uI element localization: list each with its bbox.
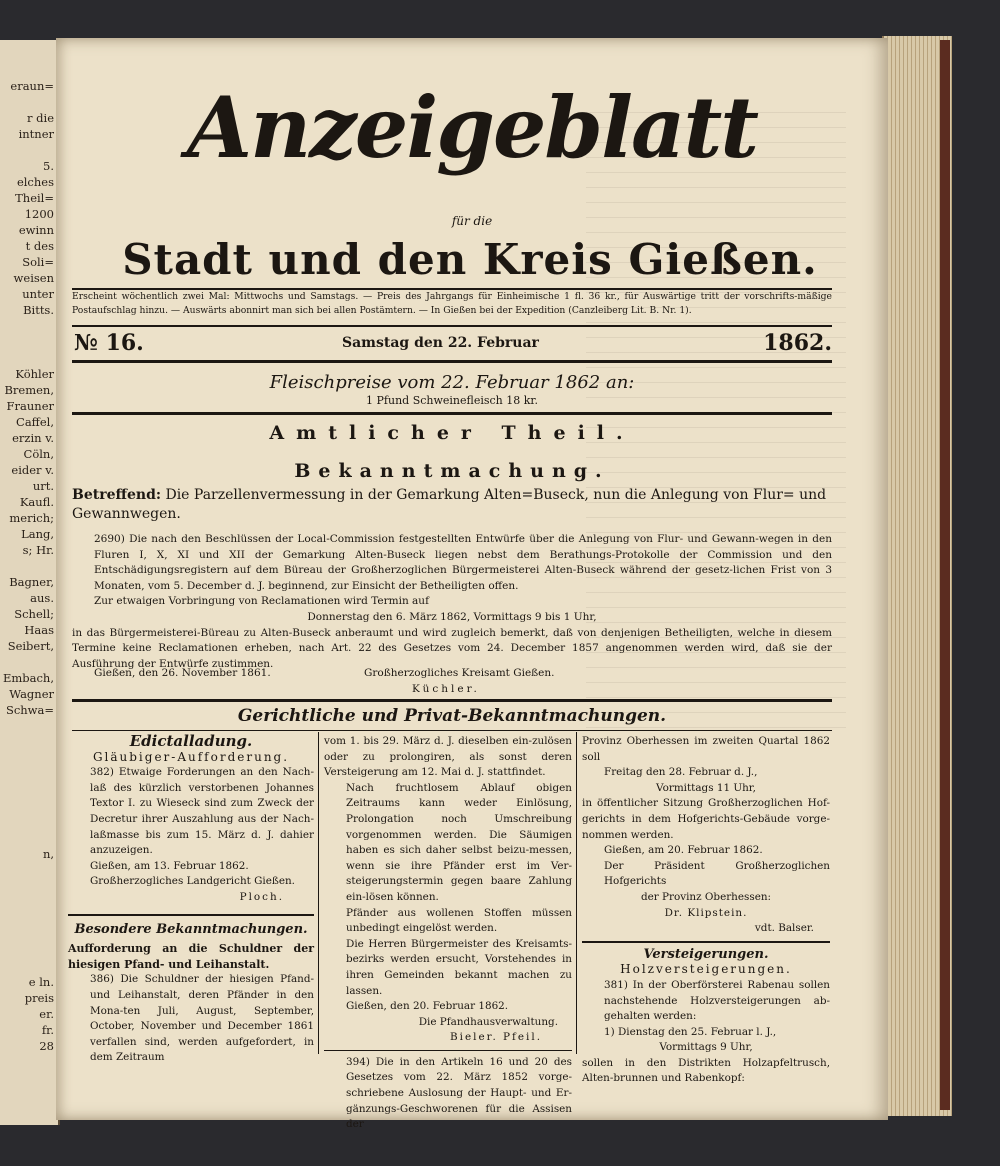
paragraph-buereau: in das Bürgermeisterei-Büreau zu Alten-Buseck anberaumt und wird zugleich bemerkt, daß von denjenigen Betheiligten, welche in diesem Termine keine Reclamationen erheben, nach Art. 22 des Gesetzes vom 24. December 1857 angenommen werden wird, daß sie der Ausführung der Entwürfe zustimmen. bbox=[72, 626, 832, 670]
betreffend-label: Betreffend: bbox=[72, 487, 162, 503]
left-page-line: erzin v. bbox=[12, 431, 54, 445]
col2-authority: Die Pfandhausverwaltung. bbox=[418, 1015, 558, 1028]
col2-text4: Die Herren Bürgermeister des Kreisamts-bezirks werden ersucht, Vorstehendes in ihren Gemeinden bekannt machen zu lassen. bbox=[346, 937, 572, 997]
left-page-line: Cöln, bbox=[23, 447, 54, 461]
column-rule bbox=[318, 732, 319, 1054]
amtlich-signature-row bbox=[72, 666, 832, 697]
issue-date: Samstag den 22. Februar bbox=[342, 335, 539, 351]
left-page-line: unter bbox=[22, 287, 54, 301]
besondere-heading: Besondere Bekanntmachungen. bbox=[74, 921, 308, 937]
left-page-line bbox=[0, 718, 58, 734]
left-page-line: Schell; bbox=[14, 607, 54, 621]
betreffend bbox=[72, 486, 832, 524]
left-page-line: Schwa= bbox=[5, 703, 54, 717]
col3-item1a: 1) Dienstag den 25. Februar l. J., bbox=[604, 1025, 777, 1038]
glaeubiger-heading: Gläubiger-Aufforderung. bbox=[92, 749, 290, 764]
left-page-line bbox=[0, 750, 58, 766]
left-page-line: Caffel, bbox=[16, 415, 54, 429]
col2-signature: Bieler. Pfeil. bbox=[450, 1031, 542, 1044]
left-page-line bbox=[0, 318, 58, 334]
col3-text1: Provinz Oberhessen im zweiten Quartal 1862 soll bbox=[582, 735, 830, 763]
left-page-line: eraun= bbox=[10, 79, 54, 93]
rule bbox=[324, 1050, 572, 1051]
rule bbox=[72, 325, 832, 327]
left-page-line: eider v. bbox=[11, 463, 54, 477]
edict-date: Gießen, am 13. Februar 1862. bbox=[90, 859, 249, 872]
issue-bar bbox=[72, 330, 832, 360]
left-page-line bbox=[0, 910, 58, 926]
left-page-text bbox=[0, 40, 58, 1054]
left-page-line: Köhler bbox=[15, 367, 54, 381]
left-page-line bbox=[0, 958, 58, 974]
left-page-line bbox=[0, 142, 58, 158]
left-page-line bbox=[0, 782, 58, 798]
rule bbox=[72, 412, 832, 415]
left-page-line: e ln. bbox=[28, 975, 54, 989]
col2-text2: Nach fruchtlosem Ablauf obigen Zeitraums kann weder Einlösung, Prolongation noch Umschreibung vorgenommen werden. Die Säumigen haben es sich daher selbst beizu-messen, wenn sie ihre Pfänder erst im Ver-steigerungstermin gegen baare Zahlung ein-lösen können. bbox=[346, 781, 572, 903]
left-page-line: s; Hr. bbox=[22, 543, 54, 557]
masthead-title: Anzeigeblatt bbox=[186, 78, 758, 177]
edict-signature: Ploch. bbox=[239, 890, 284, 903]
left-page-line: Haas bbox=[24, 623, 54, 637]
versteigerungen-heading: Versteigerungen. bbox=[643, 946, 769, 962]
betreffend-text: Die Parzellenvermessung in der Gemarkung Alten=Buseck, nun die Anlegung von Flur= und Gewannwegen. bbox=[72, 487, 827, 522]
column-3 bbox=[582, 734, 830, 1087]
book-cover-edge bbox=[940, 40, 950, 1110]
left-page-line: Lang, bbox=[21, 527, 54, 541]
left-page-line: Theil= bbox=[15, 191, 54, 205]
col3-sig1: Dr. Klipstein. bbox=[664, 906, 748, 919]
left-page-line bbox=[0, 878, 58, 894]
issue-number: № 16. bbox=[74, 330, 144, 356]
edict-text: 382) Etwaige Forderungen an den Nach-laß des kürzlich verstorbenen Johannes Textor I. zu Wieseck sind zum Zweck der Decretur ihrer Auszahlung aus der Nach-laßmasse bis zum 15. März d. J. dahier anzuzeigen. bbox=[90, 766, 314, 857]
col2-text3: Pfänder aus wollenen Stoffen müssen unbedingt eingelöst werden. bbox=[346, 906, 572, 935]
col2-text5: 394) Die in den Artikeln 16 und 20 des Gesetzes vom 22. März 1852 vorge-schriebene Auslosung der Haupt- und Er-gänzungs-Geschworenen für die Assisen der bbox=[346, 1055, 572, 1131]
left-page-line: r die bbox=[27, 111, 54, 125]
rule bbox=[72, 360, 832, 363]
left-page-line bbox=[0, 350, 58, 366]
amtlich-date: Gießen, den 26. November 1861. bbox=[94, 667, 271, 679]
gerichtliche-heading: Gerichtliche und Privat-Bekanntmachungen. bbox=[237, 706, 667, 726]
left-page-line bbox=[0, 894, 58, 910]
left-page-line bbox=[0, 334, 58, 350]
left-page-line bbox=[0, 942, 58, 958]
col2-date: Gießen, den 20. Februar 1862. bbox=[346, 1000, 509, 1013]
col3-item1b: Vormittags 9 Uhr, bbox=[659, 1041, 753, 1054]
col3-termin1: Freitag den 28. Februar d. J., bbox=[604, 766, 758, 779]
col3-date: Gießen, am 20. Februar 1862. bbox=[604, 844, 763, 857]
left-page-line: aus. bbox=[30, 591, 54, 605]
edictalladung-heading: Edictalladung. bbox=[129, 732, 253, 750]
col3-text3: 381) In der Oberförsterei Rabenau sollen nachstehende Holzversteigerungen ab-gehalten werden: bbox=[604, 978, 830, 1023]
termin-line: Donnerstag den 6. März 1862, Vormittags 9 bis 1 Uhr, bbox=[307, 610, 597, 623]
fleischpreise-title: Fleischpreise vom 22. Februar 1862 an: bbox=[269, 372, 635, 393]
left-page-line: elches bbox=[16, 175, 54, 189]
aufforderung-text: 386) Die Schuldner der hiesigen Pfand- und Leihanstalt, deren Pfänder in den Mona-ten Juli, August, September, October, November und December 1861 verfallen sind, werden aufgefordert, in dem Zeitraum bbox=[90, 973, 314, 1064]
left-page-line: Kaufl. bbox=[19, 495, 54, 509]
left-page-line: Wagner bbox=[9, 687, 54, 701]
left-page-line: 5. bbox=[43, 159, 54, 173]
left-page-line bbox=[0, 766, 58, 782]
issue-year: 1862. bbox=[763, 330, 832, 356]
masthead-subtitle: Stadt und den Kreis Gießen. bbox=[122, 235, 818, 284]
left-page-line: Bitts. bbox=[23, 303, 54, 317]
rule bbox=[68, 914, 314, 916]
col3-item1c: sollen in den Distrikten Holzapfeltrusch, Alten-brunnen und Rabenkopf: bbox=[582, 1056, 830, 1085]
left-page-line: fr. bbox=[41, 1023, 54, 1037]
col2-text1: vom 1. bis 29. März d. J. dieselben ein-zulösen oder zu prolongiren, als sonst deren Versteigerung am 12. Mai d. J. stattfindet. bbox=[324, 735, 572, 779]
left-page-line: 1200 bbox=[24, 207, 54, 221]
aufforderung-heading: Aufforderung an die Schuldner der hiesigen Pfand- und Leihanstalt. bbox=[68, 942, 314, 971]
publication-notice: Erscheint wöchentlich zwei Mal: Mittwochs und Samstags. — Preis des Jahrgangs für Einheimische 1 fl. 36 kr., für Auswärtige tritt der vorschrifts-mäßige Postaufschlag hinzu. — Auswärts abonnirt man sich bei allen Postämtern. — In Gießen bei der Expedition (Canzleiberg Lit. B. Nr. 1). bbox=[72, 291, 832, 316]
paragraph-reclamation: Zur etwaigen Vorbringung von Reclamationen wird Termin auf bbox=[94, 595, 429, 608]
left-page-line: ewinn bbox=[18, 223, 54, 237]
left-page-line: 28 bbox=[39, 1039, 54, 1053]
fleischpreise-line: 1 Pfund Schweinefleisch 18 kr. bbox=[366, 394, 538, 407]
left-page-line: Embach, bbox=[2, 671, 54, 685]
left-page-line: Seibert, bbox=[7, 639, 54, 653]
left-page-line: preis bbox=[24, 991, 54, 1005]
left-page-line bbox=[0, 798, 58, 814]
col3-authority2: der Provinz Oberhessen: bbox=[640, 890, 772, 903]
col3-sig2: vdt. Balser. bbox=[754, 922, 814, 935]
left-page-edge bbox=[0, 40, 60, 1125]
left-page-line bbox=[0, 814, 58, 830]
newspaper-page bbox=[56, 38, 888, 1131]
rule bbox=[72, 699, 832, 702]
left-page-line: intner bbox=[18, 127, 54, 141]
amtlich-authority: Großherzogliches Kreisamt Gießen. bbox=[364, 667, 555, 679]
left-page-line bbox=[0, 862, 58, 878]
left-page-line bbox=[0, 830, 58, 846]
left-page-line: n, bbox=[42, 847, 54, 861]
edict-authority: Großherzogliches Landgericht Gießen. bbox=[90, 875, 295, 888]
left-page-line: weisen bbox=[13, 271, 54, 285]
left-page-line: Bremen, bbox=[4, 383, 54, 397]
col3-termin2: Vormittags 11 Uhr, bbox=[656, 781, 756, 794]
left-page-line: Frauner bbox=[6, 399, 54, 413]
masthead-fuer-die: für die bbox=[451, 214, 493, 228]
left-page-line bbox=[0, 94, 58, 110]
left-page-line: merich; bbox=[9, 511, 54, 525]
amtlich-signature: Küchler. bbox=[412, 682, 480, 695]
col3-authority1: Der Präsident Großherzoglichen Hofgerichts bbox=[604, 859, 830, 888]
left-page-line bbox=[0, 558, 58, 574]
bekanntmachung-heading: Bekanntmachung. bbox=[294, 460, 610, 482]
left-page-line bbox=[0, 926, 58, 942]
rule bbox=[72, 730, 832, 731]
left-page-line: urt. bbox=[32, 479, 54, 493]
rule bbox=[582, 941, 830, 943]
column-rule bbox=[576, 732, 577, 1054]
left-page-line: Soli= bbox=[22, 255, 54, 269]
paragraph-2690: 2690) Die nach den Beschlüssen der Local-Commission festgestellten Entwürfe über die Anlegung von Flur- und Gewann-wegen in den Fluren I, X, XI und XII der Gemarkung Alten-Buseck liegen nebst dem Berathungs-Protokolle der Commission und den Entschädigungsregistern auf dem Büreau der Großherzoglichen Bürgermeisterei Alten-Buseck während der gesetz-lichen Frist von 3 Monaten, vom 5. December d. J. beginnend, zur Einsicht der Betheiligten offen. bbox=[94, 533, 832, 592]
holzversteigerungen-heading: Holzversteigerungen. bbox=[620, 962, 792, 977]
amtlich-body bbox=[72, 532, 832, 672]
column-2 bbox=[324, 734, 572, 1133]
left-page-line bbox=[0, 734, 58, 750]
col3-text2: in öffentlicher Sitzung Großherzoglichen Hof-gerichts in dem Hofgerichts-Gebäude vorge-nommen werden. bbox=[582, 797, 830, 841]
left-page-line bbox=[0, 654, 58, 670]
left-page-line: er. bbox=[39, 1007, 54, 1021]
left-page-line: Bagner, bbox=[9, 575, 54, 589]
amtlicher-theil-heading: Amtlicher Theil. bbox=[269, 422, 635, 444]
left-page-line: t des bbox=[25, 239, 54, 253]
column-1 bbox=[68, 734, 314, 1066]
